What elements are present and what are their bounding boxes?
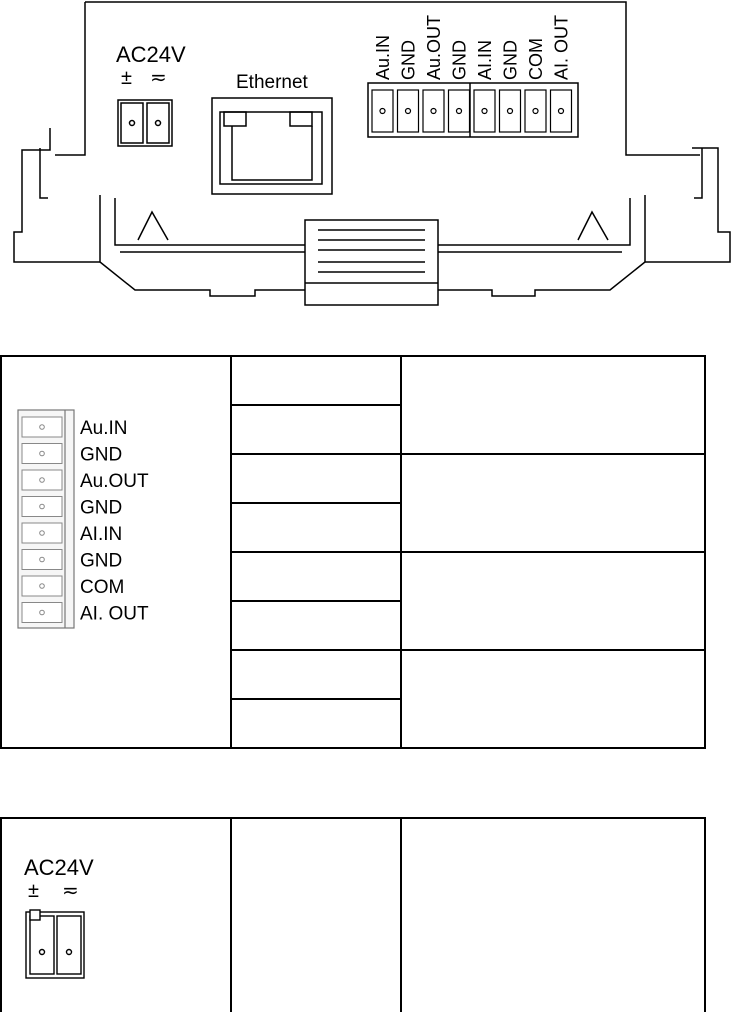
signal-terminal-cell: [22, 576, 62, 596]
io-terminal-screw-icon: [431, 109, 436, 114]
power-table-plus-symbol: ±: [28, 880, 39, 902]
power-table-label: AC24V: [24, 855, 94, 880]
signal-terminal-cell: [22, 470, 62, 490]
device-front-view: [0, 0, 742, 320]
io-terminal-cell: [423, 90, 444, 132]
signal-table-grid: [0, 355, 742, 750]
io-terminal-label: AI. OUT: [551, 14, 572, 80]
signal-terminal-label: COM: [80, 577, 125, 598]
io-terminal-screw-icon: [482, 109, 487, 114]
power-label: AC24V: [116, 42, 186, 67]
power-terminal-block: [118, 100, 172, 146]
signal-terminal-label: Au.IN: [80, 418, 128, 439]
power-ac-symbol: ≂: [150, 67, 167, 89]
signal-terminal-label: AI. OUT: [80, 603, 149, 625]
signal-terminal-label: GND: [80, 444, 123, 466]
io-terminal-label: Au.OUT: [424, 14, 444, 80]
io-terminal-cell: [449, 90, 470, 132]
signal-terminal-cell: [22, 550, 62, 570]
io-terminal-screw-icon: [533, 109, 538, 114]
io-terminal-cell: [474, 90, 495, 132]
io-terminal-cell: [398, 90, 419, 132]
io-terminal-label: Au.IN: [373, 34, 393, 80]
power-table-ac-symbol: ≂: [62, 880, 79, 902]
signal-terminal-label: AI.IN: [80, 524, 123, 545]
signal-terminal-cell: [22, 497, 62, 517]
power-table-terminal-icon: [26, 910, 84, 978]
power-table-grid: [0, 817, 742, 1012]
io-terminal-screw-icon: [406, 109, 411, 114]
io-terminal-cell: [525, 90, 546, 132]
signal-terminal-cell: [22, 603, 62, 623]
power-plus-symbol: ±: [121, 67, 132, 89]
signal-terminal-cell: [22, 444, 62, 464]
io-terminal-screw-icon: [508, 109, 513, 114]
io-terminal-label: GND: [398, 40, 419, 80]
signal-terminal-label: GND: [80, 550, 123, 572]
ethernet-port-icon: [212, 98, 332, 194]
io-terminal-screw-icon: [457, 109, 462, 114]
io-terminal-screw-icon: [559, 109, 564, 114]
signal-terminal-cell: [22, 417, 62, 437]
io-terminal-cell: [551, 90, 572, 132]
signal-terminal-cell: [22, 523, 62, 543]
power-terminal-table: [0, 817, 742, 1012]
io-terminal-label: COM: [526, 38, 546, 80]
signal-terminal-label: GND: [80, 497, 123, 519]
io-terminal-label: AI.IN: [475, 39, 495, 80]
signal-terminal-label: Au.OUT: [80, 471, 149, 492]
io-terminal-cell: [500, 90, 521, 132]
ethernet-label: Ethernet: [236, 72, 308, 93]
io-terminal-label: GND: [449, 40, 470, 80]
signal-terminal-table: [0, 355, 742, 750]
io-terminal-screw-icon: [380, 109, 385, 114]
io-terminal-label: GND: [500, 40, 521, 80]
io-terminal-cell: [372, 90, 393, 132]
